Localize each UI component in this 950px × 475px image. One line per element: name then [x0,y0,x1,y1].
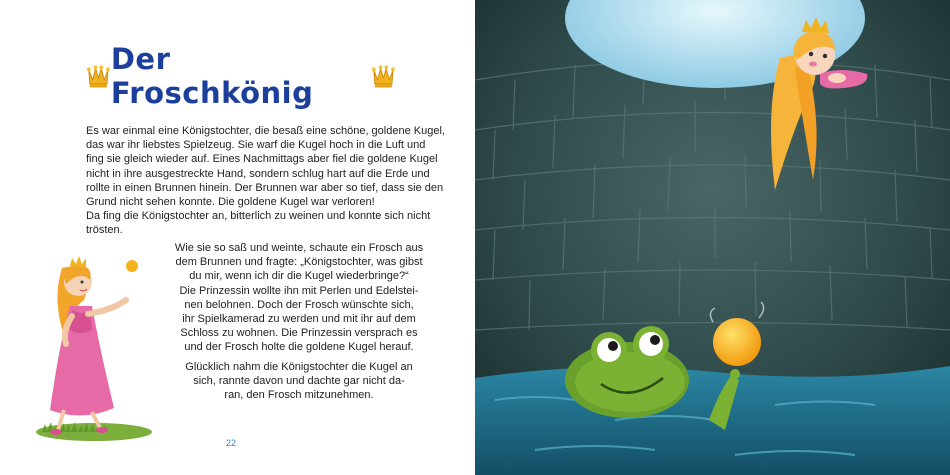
text-line: nen belohnen. Doch der Frosch wünschte sich, [184,298,414,311]
text-line: fing sie gleich wieder auf. Eines Nachmittags aber fiel die goldene Kugel [86,153,438,166]
text-line: ihr Spielkamerad zu werden und mit ihr auf dem [182,313,416,326]
text-line: das war ihr liebstes Spielzeug. Sie warf die Kugel hoch in die Luft und [86,139,426,152]
text-line: nicht in ihre ausgestreckte Hand, sondern schlug hart auf die Erde und [86,167,430,180]
right-page-illustration [475,0,950,475]
text-line: Glücklich nahm die Königstochter die Kugel an [185,361,413,373]
text-line: Schloss zu wohnen. Die Prinzessin versprach es [180,327,418,340]
text-line: sich, rannte davon und dachte gar nicht da- [193,375,405,388]
story-paragraph-1 [86,124,445,238]
crown-icon [86,60,111,92]
text-line: dem Brunnen und fragte: „Königstochter, was gibst [175,256,423,269]
princess-illustration [22,240,172,445]
text-line: rollte in einen Brunnen hinein. Der Brunnen war aber so tief, dass sie den [86,181,444,194]
text-line: ran, den Frosch mitzunehmen. [224,389,374,402]
text-line: Da fing die Königstochter an, bitterlich zu weinen und konnte sich nicht [86,210,431,223]
story-paragraph-2 [168,241,430,355]
text-line: und der Frosch holte die goldene Kugel herauf. [184,341,414,354]
text-line: Grund nicht sehen konnte. Die goldene Kugel war verloren! [86,196,375,209]
page-number: 22 [226,438,237,448]
text-line: Die Prinzessin wollte ihn mit Perlen und Edelstei- [179,284,419,297]
text-line: Wie sie so saß und weinte, schaute ein Frosch aus [174,242,424,254]
page-title: Der Froschkönig [110,42,314,110]
story-paragraph-3 [168,360,430,403]
crown-icon [371,60,396,92]
text-line: trösten. [86,224,123,237]
title-row [86,42,396,110]
text-line: Es war einmal eine Königstochter, die besaß eine schöne, goldene Kugel, [86,125,445,137]
text-line: du mir, wenn ich dir die Kugel wiederbringe?“ [189,270,409,283]
well-illustration [475,0,950,475]
